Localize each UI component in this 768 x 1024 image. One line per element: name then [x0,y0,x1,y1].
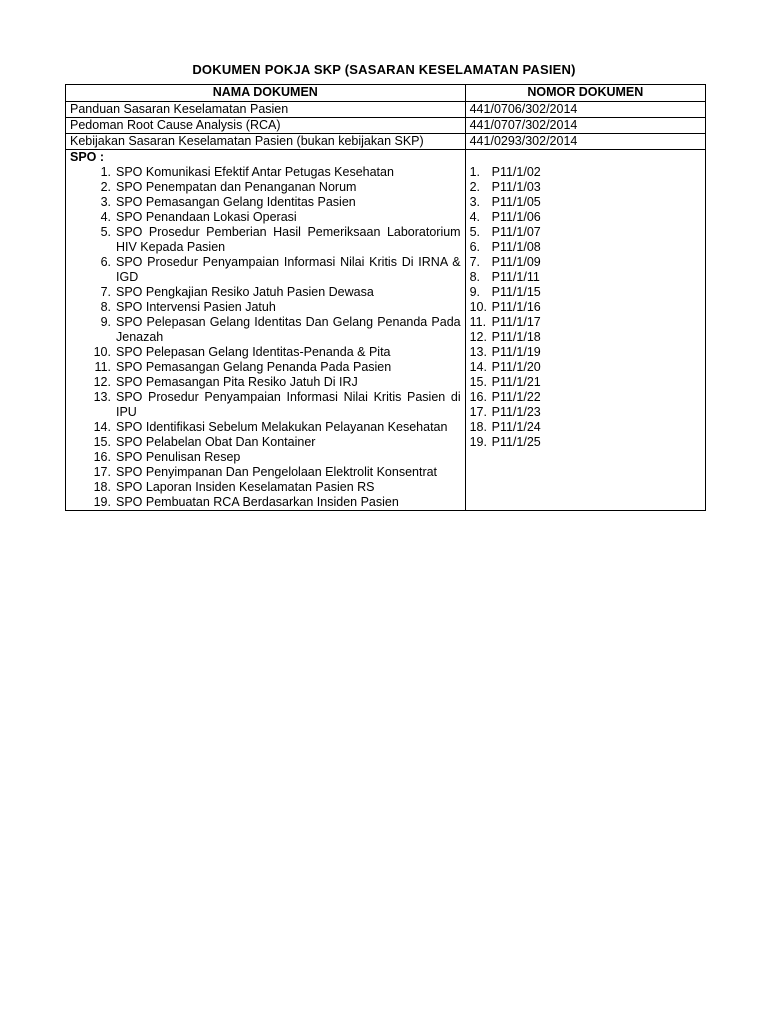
spo-number-value: P11/1/05 [491,195,541,209]
spo-number-index: 11. [469,315,487,329]
spo-item-index: 9. [100,315,111,329]
spo-number-value: P11/1/24 [491,420,541,434]
spo-number-item [470,240,701,255]
spo-number-item [470,285,701,300]
spo-number-value: P11/1/17 [491,315,541,329]
document-number-cell: 441/0293/302/2014 [465,134,705,150]
spo-number-index: 4. [469,210,481,224]
spo-number-index: 5. [469,225,481,239]
spo-number-item [470,165,701,180]
spo-item-name: SPO Penempatan dan Penanganan Norum [116,180,357,194]
spo-number-item [470,225,701,240]
spo-item-index: 12. [93,375,111,389]
spo-label: SPO : [70,150,105,164]
spo-number-index: 12. [469,330,487,344]
spo-number-index: 18. [469,420,487,434]
spo-list-item [70,495,461,510]
spo-number-index: 10. [469,300,487,314]
document-number-cell: 441/0706/302/2014 [465,102,705,118]
spo-item-index: 11. [94,360,111,374]
spo-list-item [70,300,461,315]
spo-number-index: 14. [469,360,487,374]
spo-number-index: 2. [469,180,481,194]
spo-number-value: P11/1/11 [491,270,540,284]
spo-list [70,165,461,510]
spo-number-index: 9. [469,285,481,299]
spo-number-item [470,435,701,450]
spo-number-value: P11/1/21 [491,375,541,389]
spo-number-index: 19. [469,435,487,449]
spo-number-index: 3. [469,195,481,209]
spo-number-index: 13. [469,345,487,359]
spo-number-list [470,165,701,450]
spo-list-item [70,420,461,435]
spo-number-index: 15. [469,375,487,389]
spo-item-name: SPO Pemasangan Gelang Identitas Pasien [116,195,356,209]
table-row [66,118,706,134]
spo-number-item [470,330,701,345]
spo-item-name: SPO Prosedur Penyampaian Informasi Nilai Kritis Di IRNA & IGD [116,255,461,284]
spo-number-item [470,390,701,405]
spo-number-value: P11/1/08 [491,240,541,254]
spo-item-index: 4. [100,210,111,224]
spo-list-item [70,435,461,450]
spo-item-index: 7. [100,285,111,299]
spo-number-value: P11/1/23 [491,405,541,419]
spo-item-name: SPO Pengkajian Resiko Jatuh Pasien Dewasa [116,285,374,299]
spo-list-item [70,465,461,480]
spo-number-item [470,375,701,390]
document-name-cell: Panduan Sasaran Keselamatan Pasien [66,102,466,118]
header-nomor-dokumen: NOMOR DOKUMEN [465,85,705,102]
spo-item-index: 19. [93,495,111,509]
spo-number-index: 7. [469,255,481,269]
spo-number-item [470,420,701,435]
spo-number-item [470,345,701,360]
spo-number-item [470,255,701,270]
spo-item-name: SPO Pembuatan RCA Berdasarkan Insiden Pasien [116,495,399,509]
document-title: DOKUMEN POKJA SKP (SASARAN KESELAMATAN PASIEN) [192,62,576,77]
spo-number-index: 8. [469,270,481,284]
spo-number-item [470,300,701,315]
spo-list-item [70,165,461,180]
header-nama-dokumen: NAMA DOKUMEN [66,85,466,102]
spo-item-index: 3. [100,195,111,209]
spo-number-value: P11/1/20 [491,360,541,374]
spo-item-name: SPO Laporan Insiden Keselamatan Pasien RS [116,480,375,494]
spo-list-item [70,390,461,420]
spo-list-item [70,375,461,390]
spo-item-name: SPO Prosedur Pemberian Hasil Pemeriksaan Laboratorium HIV Kepada Pasien [116,225,461,254]
spo-item-name: SPO Prosedur Penyampaian Informasi Nilai Kritis Pasien di IPU [116,390,461,419]
document-table [65,84,706,511]
spo-number-item [470,315,701,330]
spo-item-name: SPO Penandaan Lokasi Operasi [116,210,297,224]
spo-number-value: P11/1/06 [491,210,541,224]
spo-item-name: SPO Komunikasi Efektif Antar Petugas Kesehatan [116,165,394,179]
spo-list-item [70,210,461,225]
table-header-row [66,85,706,102]
spo-item-name: SPO Penyimpanan Dan Pengelolaan Elektrolit Konsentrat [116,465,438,479]
table-row [66,102,706,118]
spo-item-index: 13. [93,390,111,404]
spo-number-value: P11/1/03 [491,180,541,194]
spo-item-name: SPO Pelepasan Gelang Identitas-Penanda & Pita [116,345,391,359]
spo-item-index: 16. [93,450,111,464]
spo-number-index: 17. [469,405,487,419]
spo-item-index: 17. [93,465,111,479]
spo-list-item [70,480,461,495]
spo-list-item [70,345,461,360]
spo-number-value: P11/1/25 [491,435,541,449]
spo-number-index: 1. [469,165,481,179]
spo-list-item [70,315,461,345]
spo-number-cell [465,150,705,511]
spo-list-item [70,450,461,465]
document-name-cell: Kebijakan Sasaran Keselamatan Pasien (bukan kebijakan SKP) [66,134,466,150]
spo-list-item [70,195,461,210]
spo-list-item [70,225,461,255]
document-number-cell: 441/0707/302/2014 [465,118,705,134]
spo-number-index: 6. [469,240,481,254]
spo-number-value: P11/1/22 [491,390,541,404]
spo-number-value: P11/1/09 [491,255,541,269]
spo-item-name: SPO Pemasangan Pita Resiko Jatuh Di IRJ [116,375,358,389]
spo-name-cell [66,150,466,511]
spo-item-name: SPO Pelepasan Gelang Identitas Dan Gelang Penanda Pada Jenazah [116,315,461,344]
spo-item-index: 5. [100,225,111,239]
spo-number-item [470,405,701,420]
spo-item-index: 15. [93,435,111,449]
spo-row [66,150,706,511]
spo-item-index: 10. [93,345,111,359]
spo-list-item [70,285,461,300]
spo-item-index: 2. [100,180,111,194]
spo-item-name: SPO Identifikasi Sebelum Melakukan Pelayanan Kesehatan [116,420,448,434]
spo-item-name: SPO Pelabelan Obat Dan Kontainer [116,435,316,449]
spo-number-value: P11/1/16 [491,300,541,314]
spo-number-item [470,180,701,195]
spo-number-value: P11/1/15 [491,285,541,299]
spo-number-item [470,270,701,285]
spo-list-item [70,360,461,375]
spo-item-name: SPO Intervensi Pasien Jatuh [116,300,276,314]
spo-list-item [70,180,461,195]
spo-number-index: 16. [469,390,487,404]
spo-number-value: P11/1/07 [491,225,541,239]
spo-number-value: P11/1/19 [491,345,541,359]
spo-number-item [470,195,701,210]
spo-number-value: P11/1/18 [491,330,541,344]
spo-item-index: 6. [100,255,111,269]
table-row [66,134,706,150]
spo-item-index: 1. [100,165,111,179]
spo-number-value: P11/1/02 [491,165,541,179]
spo-item-index: 18. [93,480,111,494]
spo-item-name: SPO Pemasangan Gelang Penanda Pada Pasien [116,360,392,374]
spo-item-index: 14. [93,420,111,434]
spo-item-name: SPO Penulisan Resep [116,450,241,464]
spo-list-item [70,255,461,285]
document-name-cell: Pedoman Root Cause Analysis (RCA) [66,118,466,134]
spo-number-item [470,210,701,225]
spo-number-item [470,360,701,375]
spo-item-index: 8. [100,300,111,314]
